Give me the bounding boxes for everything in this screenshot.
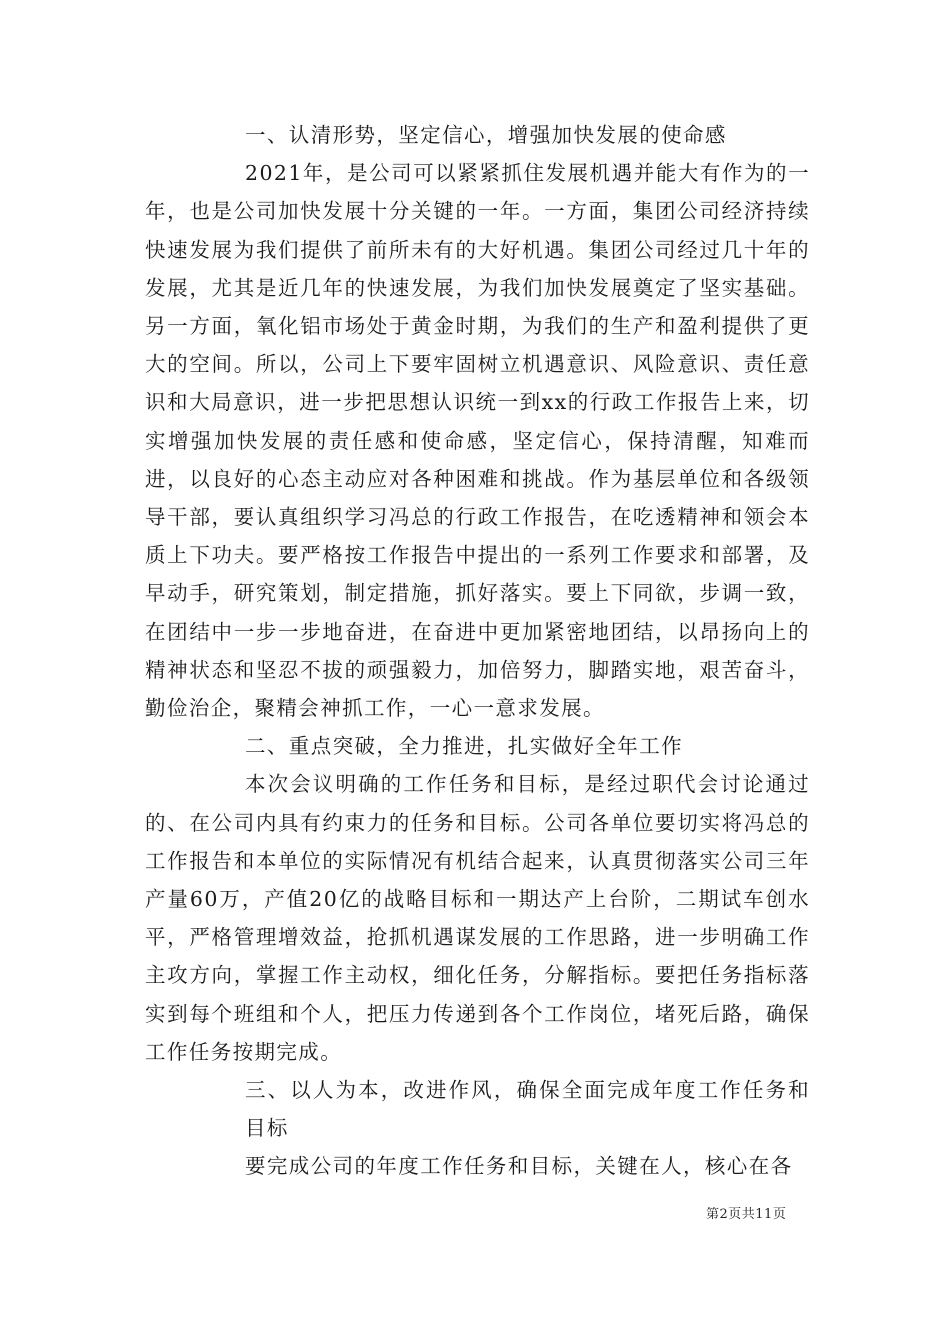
section-1-paragraph: 2021年，是公司可以紧紧抓住发展机遇并能大有作为的一年，也是公司加快发展十分关键的一年。一方面，集团公司经济持续快速发展为我们提供了前所未有的大好机遇。集团公司经过几十年的发展，尤其是近几年的快速发展，为我们加快发展奠定了坚实基础。另一方面，氧化铝市场处于黄金时期，为我们的生产和盈利提供了更大的空间。所以，公司上下要牢固树立机遇意识、风险意识、责任意识和大局意识，进一步把思想认识统一到xx的行政工作报告上来，切实增强加快发展的责任感和使命感，坚定信心，保持清醒，知难而进，以良好的心态主动应对各种困难和挑战。作为基层单位和各级领导干部，要认真组织学习冯总的行政工作报告，在吃透精神和领会本质上下功夫。要严格按工作报告中提出的一系列工作要求和部署，及早动手，研究策划，制定措施，抓好落实。要上下同欲，步调一致，在团结中一步一步地奋进，在奋进中更加紧密地团结，以昂扬向上的精神状态和坚忍不拔的顽强毅力，加倍努力，脚踏实地，艰苦奋斗，勤俭治企，聚精会神抓工作，一心一意求发展。 xyxy=(145,161,810,721)
section-3-heading: 三、以人为本，改进作风，确保全面完成年度工作任务和目标 xyxy=(245,1078,810,1141)
section-1-heading: 一、认清形势，坚定信心，增强加快发展的使命感 xyxy=(245,123,727,147)
section-2-paragraph: 本次会议明确的工作任务和目标，是经过职代会讨论通过的、在公司内具有约束力的任务和目标。公司各单位要切实将冯总的工作报告和本单位的实际情况有机结合起来，认真贯彻落实公司三年产量60万，产值20亿的战略目标和一期达产上台阶，二期试车创水平，严格管理增效益，抢抓机遇谋发展的工作思路，进一步明确工作主攻方向，掌握工作主动权，细化任务，分解指标。要把任务指标落实到每个班组和个人，把压力传递到各个工作岗位，堵死后路，确保工作任务按期完成。 xyxy=(145,772,810,1064)
document-body xyxy=(145,116,810,1186)
page-number-footer: 第2页共11页 xyxy=(706,1207,787,1222)
section-3-paragraph: 要完成公司的年度工作任务和目标，关键在人，核心在各 xyxy=(245,1154,793,1179)
section-2-heading: 二、重点突破，全力推进，扎实做好全年工作 xyxy=(245,734,683,759)
